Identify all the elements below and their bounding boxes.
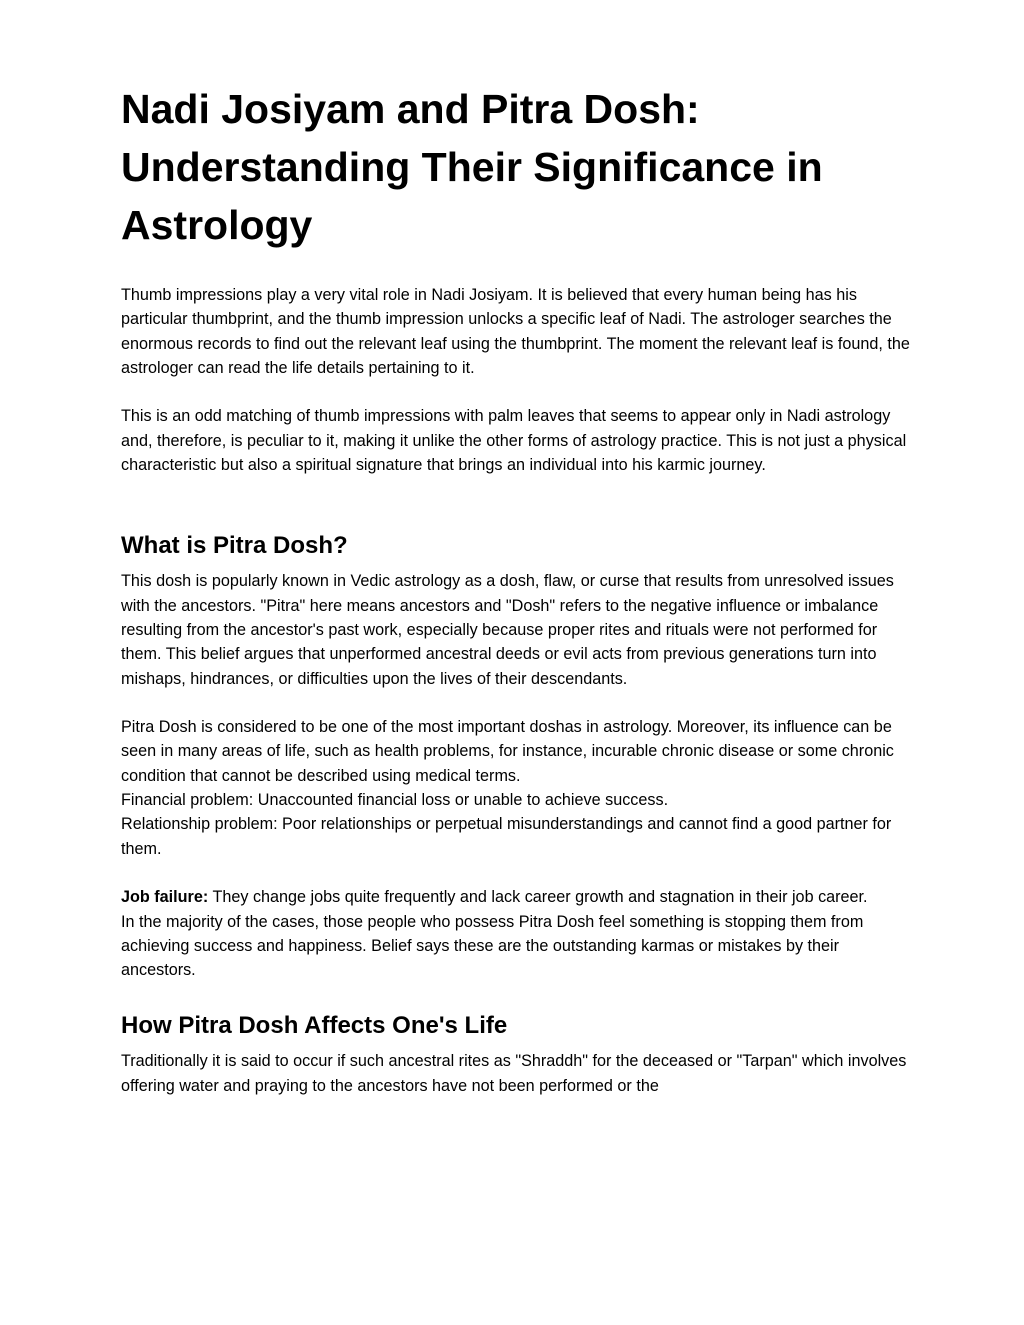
- page-title: Nadi Josiyam and Pitra Dosh: Understanding Their Significance in Astrology: [121, 86, 823, 248]
- intro-paragraph-1: Thumb impressions play a very vital role in Nadi Josiyam. It is believed that every human being has his particular thumbprint, and the thumb impression unlocks a specific leaf of Nadi. The astrologer searches the enormous records to find out the relevant leaf using the thumbprint. The moment the relevant leaf is found, the astrologer can read the life details pertaining to it.: [121, 286, 910, 377]
- what-paragraph-1: This dosh is popularly known in Vedic astrology as a dosh, flaw, or curse that results from unresolved issues with the ancestors. "Pitra" here means ancestors and "Dosh" refers to the negative influence or imbalance resulting from the ancestor's past work, especially because proper rites and rituals were not performed for them. This belief argues that unperformed ancestral deeds or evil acts from previous generations turn into mishaps, hindrances, or difficulties upon the lives of their descendants.: [121, 572, 894, 688]
- financial-problem-line: Financial problem: Unaccounted financial loss or unable to achieve success.: [121, 791, 669, 810]
- intro-paragraph-2: This is an odd matching of thumb impressions with palm leaves that seems to appear only in Nadi astrology and, therefore, is peculiar to it, making it unlike the other forms of astrology practice. This is not just a physical characteristic but also a spiritual signature that brings an individual into his karmic journey.: [121, 407, 907, 475]
- what-paragraph-2: Pitra Dosh is considered to be one of the most important doshas in astrology. Moreover, its influence can be seen in many areas of life, such as health problems, for instance, incurable chronic disease or some chronic condition that cannot be described using medical terms.: [121, 718, 894, 785]
- majority-paragraph: In the majority of the cases, those people who possess Pitra Dosh feel something is stopping them from achieving success and happiness. Belief says these are the outstanding karmas or mistakes by their ancestors.: [121, 912, 864, 980]
- document-page: [121, 80, 911, 1098]
- section-heading-how-pitra-dosh-affects: How Pitra Dosh Affects One's Life: [121, 1012, 508, 1040]
- how-paragraph-1: Traditionally it is said to occur if such ancestral rites as "Shraddh" for the deceased or "Tarpan" which involves offering water and praying to the ancestors have not been performed or the: [121, 1052, 907, 1095]
- section-heading-what-is-pitra-dosh: What is Pitra Dosh?: [121, 532, 348, 560]
- job-failure-label: Job failure:: [121, 888, 209, 907]
- job-failure-text: They change jobs quite frequently and lack career growth and stagnation in their job career.: [208, 888, 868, 907]
- relationship-problem-line: Relationship problem: Poor relationships or perpetual misunderstandings and cannot find a good partner for them.: [121, 815, 892, 858]
- job-failure-paragraph: [121, 885, 911, 909]
